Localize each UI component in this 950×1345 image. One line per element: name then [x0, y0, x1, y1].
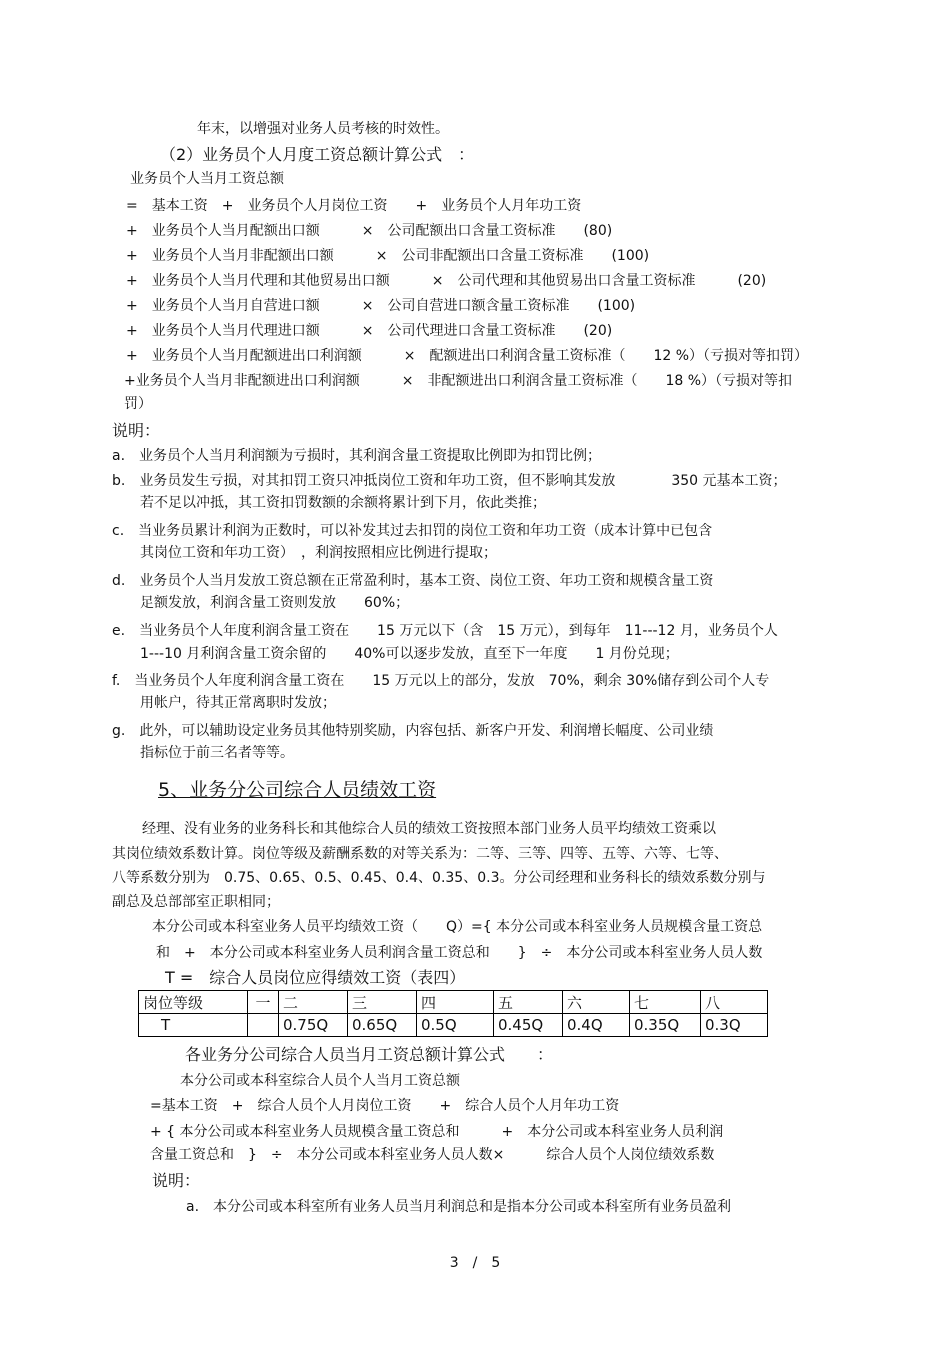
table-cell: 二	[279, 991, 348, 1014]
note-item: 其岗位工资和年功工资） ，利润按照相应比例进行提取；	[140, 545, 497, 561]
note-item: d. 业务员个人当月发放工资总额在正常盈利时，基本工资、岗位工资、年功工资和规模含量工资	[112, 573, 714, 589]
note-item: g. 此外，可以辅助设定业务员其他特别奖励，内容包括、新客户开发、利润增长幅度、公司业绩	[112, 723, 714, 739]
table-cell: 0.5Q	[417, 1014, 494, 1037]
table-cell: 六	[563, 991, 630, 1014]
formula-q-line: 和 + 本分公司或本科室业务人员利润含量工资总和 } ÷ 本分公司或本科室业务人员人数	[156, 945, 763, 961]
paragraph-line: 经理、没有业务的业务科长和其他综合人员的绩效工资按照本部门业务人员平均绩效工资乘以	[142, 821, 716, 837]
paragraph-line: 八等系数分别为 0.75、0.65、0.5、0.45、0.4、0.35、0.3。分公司经理和业务科长的绩效系数分别与	[112, 870, 766, 886]
formula-line: + 业务员个人当月代理进口额 × 公司代理进口含量工资标准 (20)	[126, 323, 613, 339]
note-item: 用帐户，待其正常离职时发放；	[140, 695, 336, 711]
formula-line: + 业务员个人当月代理和其他贸易出口额 × 公司代理和其他贸易出口含量工资标准 (20)	[126, 273, 767, 289]
formula-line-2: =基本工资 + 综合人员个人月岗位工资 + 综合人员个人月年功工资	[150, 1098, 620, 1114]
table-cell	[248, 1014, 279, 1037]
note-item: b. 业务员发生亏损，对其扣罚工资只冲抵岗位工资和年功工资，但不影响其发放 350 元基本工资；	[112, 473, 787, 489]
formula-line: = 基本工资 + 业务员个人月岗位工资 + 业务员个人月年功工资	[126, 198, 582, 214]
table-header-row	[139, 991, 768, 1014]
note-item: c. 当业务员累计利润为正数时，可以补发其过去扣罚的岗位工资和年功工资（成本计算中已包含	[112, 523, 713, 539]
table-cell: 0.45Q	[494, 1014, 563, 1037]
table-title: T = 综合人员岗位应得绩效工资（表四）	[165, 968, 466, 987]
page-number: 3 / 5	[449, 1255, 501, 1271]
subheading-formula: （2）业务员个人月度工资总额计算公式 ：	[160, 145, 475, 164]
table-cell: 一	[248, 991, 279, 1014]
text-line-1: 年末，以增强对业务人员考核的时效性。	[197, 121, 449, 137]
formula-line: + 业务员个人当月配额出口额 × 公司配额出口含量工资标准 (80)	[126, 223, 613, 239]
note-label-2: 说明：	[152, 1171, 201, 1190]
note-label: 说明：	[112, 421, 161, 440]
table-cell: 岗位等级	[139, 991, 248, 1014]
table-cell: 0.3Q	[701, 1014, 768, 1037]
table-cell: 0.4Q	[563, 1014, 630, 1037]
table-cell: 四	[417, 991, 494, 1014]
formula-line: + 业务员个人当月配额进出口利润额 × 配额进出口利润含量工资标准（ 12 %）（亏损对等扣罚）	[126, 348, 809, 364]
table-cell: 0.65Q	[348, 1014, 417, 1037]
formula-line-2: 含量工资总和 } ÷ 本分公司或本科室业务人员人数× 综合人员个人岗位绩效系数	[150, 1147, 715, 1163]
paragraph-line: 副总及总部部室正职相同；	[112, 894, 280, 910]
note-item-2: a. 本分公司或本科室所有业务人员当月利润总和是指本分公司或本科室所有业务员盈利	[186, 1199, 732, 1215]
table-cell: 七	[630, 991, 701, 1014]
note-item: f. 当业务员个人年度利润含量工资在 15 万元以上的部分，发放 70%，剩余 30%储存到公司个人专	[112, 673, 770, 689]
note-item: 1---10 月利润含量工资余留的 40%可以逐步发放，直至下一年度 1 月份兑现；	[140, 646, 679, 662]
table-row	[139, 1014, 768, 1037]
formula-line: + 业务员个人当月自营进口额 × 公司自营进口额含量工资标准 (100)	[126, 298, 636, 314]
table-cell: 三	[348, 991, 417, 1014]
table-cell: 0.35Q	[630, 1014, 701, 1037]
note-item: a. 业务员个人当月利润额为亏损时，其利润含量工资提取比例即为扣罚比例；	[112, 448, 602, 464]
formula-line: +业务员个人当月非配额进出口利润额 × 非配额进出口利润含量工资标准（ 18 %）（亏损对等扣	[124, 373, 793, 389]
formula-line: + 业务员个人当月非配额出口额 × 公司非配额出口含量工资标准 (100)	[126, 248, 650, 264]
note-item: 足额发放，利润含量工资则发放 60%；	[140, 595, 410, 611]
note-item: 若不足以冲抵，其工资扣罚数额的余额将累计到下月，依此类推；	[140, 495, 546, 511]
note-item: 指标位于前三名者等等。	[140, 745, 294, 761]
formula-line-2: + { 本分公司或本科室业务人员规模含量工资总和 + 本分公司或本科室业务人员利润	[150, 1124, 724, 1140]
formula-line-2: 本分公司或本科室综合人员个人当月工资总额	[180, 1073, 460, 1089]
note-item: e. 当业务员个人年度利润含量工资在 15 万元以下（含 15 万元），到每年 11---12 月，业务员个人	[112, 623, 778, 639]
grade-coefficient-table	[138, 990, 768, 1037]
subheading-formula-2: 各业务分公司综合人员当月工资总额计算公式 ：	[185, 1045, 554, 1064]
section-heading: 5、业务分公司综合人员绩效工资	[158, 779, 437, 801]
formula-q-line: 本分公司或本科室业务人员平均绩效工资（ Q）={ 本分公司或本科室业务人员规模含量工资总	[152, 919, 763, 935]
table-cell: 0.75Q	[279, 1014, 348, 1037]
table-cell: 五	[494, 991, 563, 1014]
table-cell: 八	[701, 991, 768, 1014]
table-cell: T	[139, 1014, 248, 1037]
formula-line: 罚）	[124, 396, 152, 412]
formula-line: 业务员个人当月工资总额	[130, 171, 284, 187]
paragraph-line: 其岗位绩效系数计算。岗位等级及薪酬系数的对等关系为：二等、三等、四等、五等、六等、七等、	[112, 846, 728, 862]
